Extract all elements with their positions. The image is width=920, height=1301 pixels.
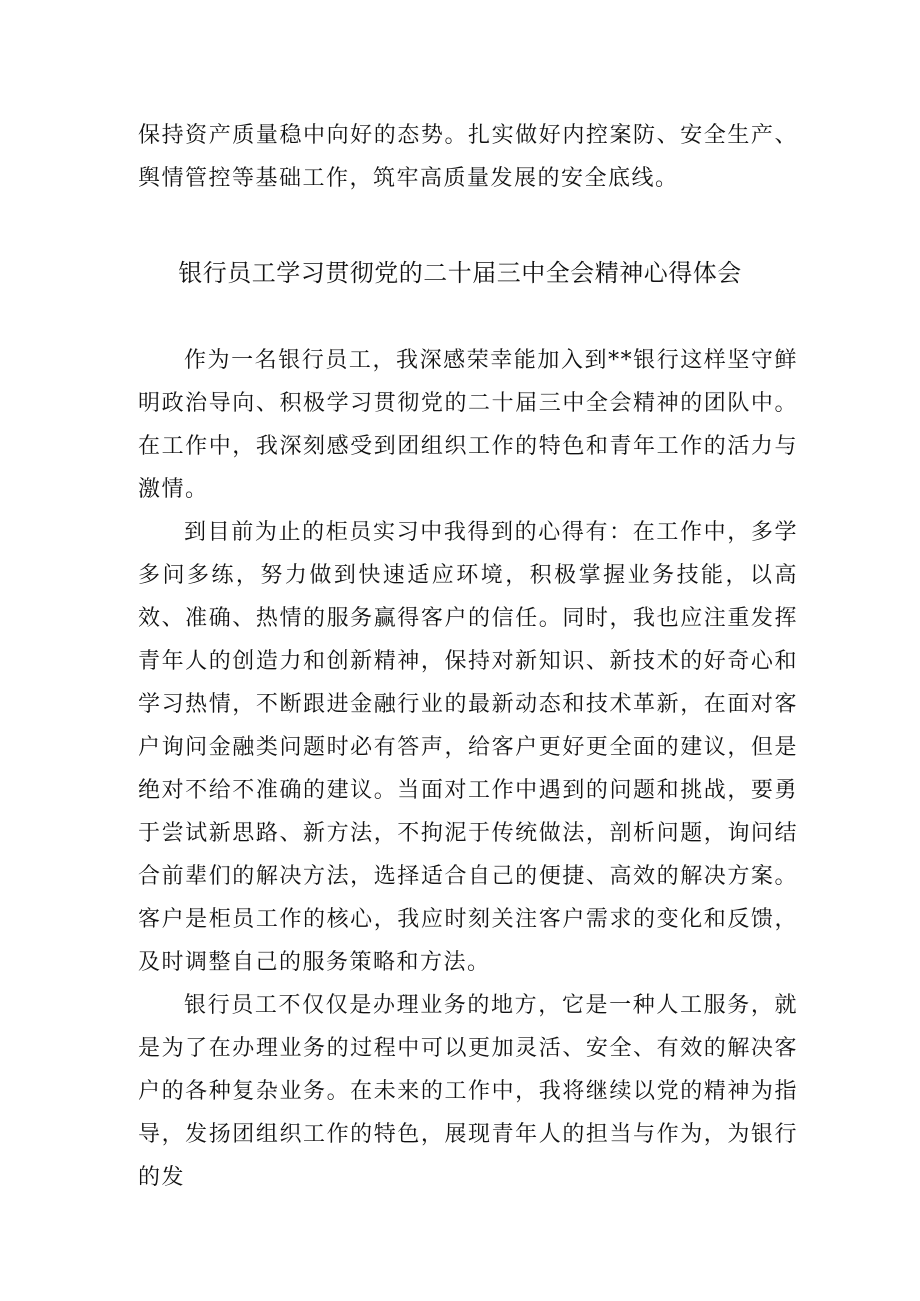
paragraph-2: 到目前为止的柜员实习中我得到的心得有：在工作中，多学多问多练，努力做到快速适应环境，积极掌握业务技能，以高效、准确、热情的服务赢得客户的信任。同时，我也应注重发挥青年人的创造力和创新精神，保持对新知识、新技术的好奇心和学习热情，不断跟进金融行业的最新动态和技术革新，在面对客户询问金融类问题时必有答声，给客户更好更全面的建议，但是绝对不给不准确的建议。当面对工作中遇到的问题和挑战，要勇于尝试新思路、新方法，不拘泥于传统做法，剖析问题，询问结合前辈们的解决方法，选择适合自己的便捷、高效的解决方案。客户是柜员工作的核心，我应时刻关注客户需求的变化和反馈，及时调整自己的服务策略和方法。	[138, 520, 798, 975]
document-body	[138, 339, 798, 1199]
paragraph-3: 银行员工不仅仅是办理业务的地方，它是一种人工服务，就是为了在办理业务的过程中可以更加灵活、安全、有效的解决客户的各种复杂业务。在未来的工作中，我将继续以党的精神为指导，发扬团组织工作的特色，展现青年人的担当与作为，为银行的发	[138, 993, 798, 1190]
continuation-paragraph	[138, 114, 798, 200]
document-title: 银行员工学习贯彻党的二十届三中全会精神心得体会	[178, 259, 742, 287]
paragraph-1: 作为一名银行员工，我深感荣幸能加入到**银行这样坚守鲜明政治导向、积极学习贯彻党的二十届三中全会精神的团队中。在工作中，我深刻感受到团组织工作的特色和青年工作的活力与激情。	[138, 348, 798, 502]
continuation-text: 保持资产质量稳中向好的态势。扎实做好内控案防、安全生产、舆情管控等基础工作，筑牢高质量发展的安全底线。	[138, 123, 798, 191]
